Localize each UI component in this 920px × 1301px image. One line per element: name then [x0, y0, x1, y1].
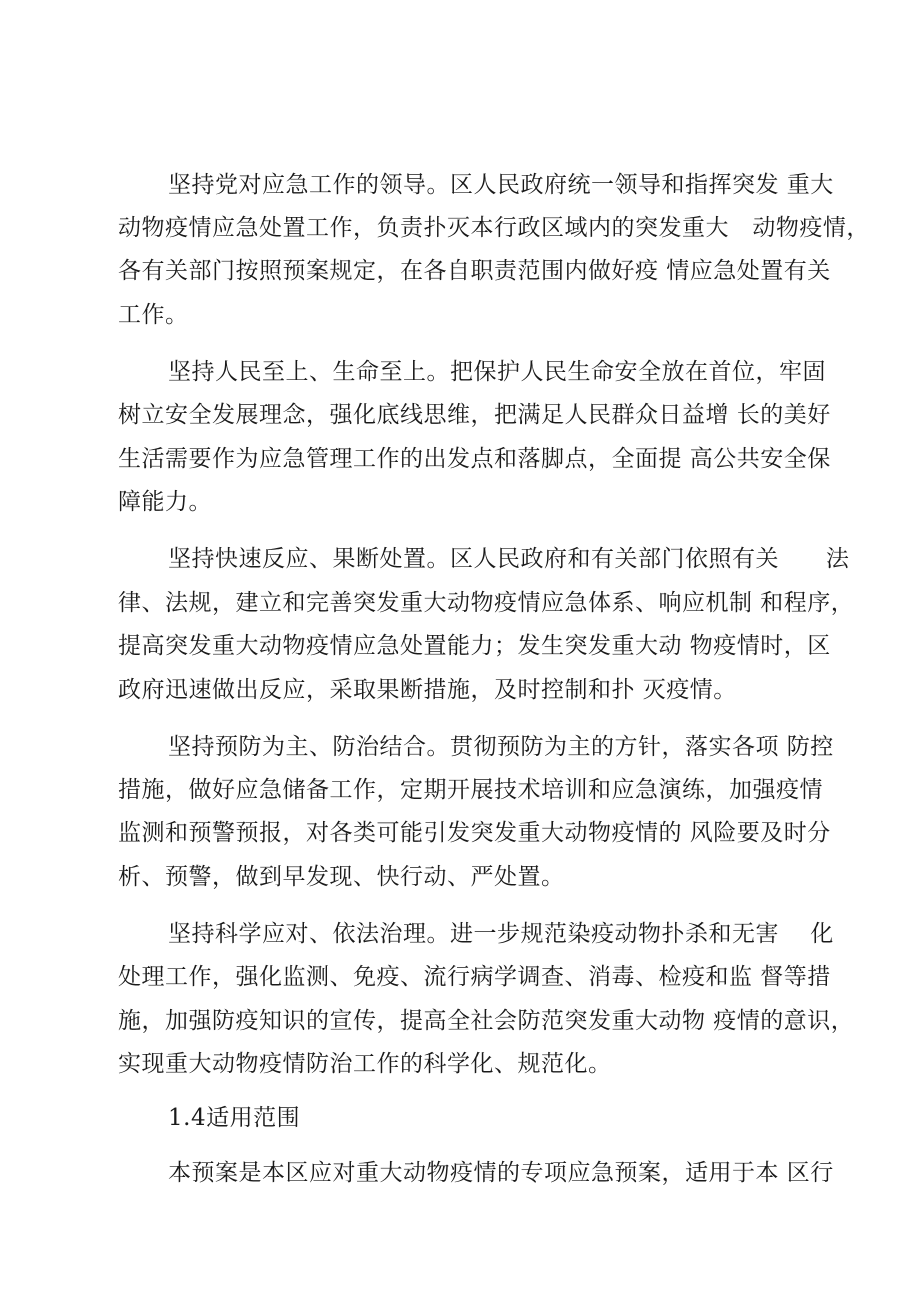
paragraph-4-line-1: 坚持预防为主、防治结合。贯彻预防为主的方针，落实各项 防控	[168, 734, 834, 760]
paragraph-5-line-1: 坚持科学应对、依法治理。进一步规范染疫动物扑杀和无害 化	[168, 921, 834, 947]
paragraph-2-line-4: 障能力。	[118, 489, 212, 515]
section-heading: 1.4适用范围	[168, 1105, 301, 1131]
paragraph-3-line-4: 政府迅速做出反应，采取果断措施，及时控制和扑 灭疫情。	[118, 677, 737, 703]
paragraph-3-line-2: 律、法规，建立和完善突发重大动物疫情应急体系、响应机制 和程序，	[118, 590, 855, 616]
paragraph-5-line-3: 施，加强防疫知识的宣传，提高全社会防范突发重大动物 疫情的意识，	[118, 1008, 855, 1034]
paragraph-6-line-1: 本预案是本区应对重大动物疫情的专项应急预案，适用于本 区行	[168, 1160, 834, 1186]
paragraph-1-line-2: 动物疫情应急处置工作，负责扑灭本行政区域内的突发重大 动物疫情，	[118, 215, 870, 241]
paragraph-5-line-2: 处理工作，强化监测、免疫、流行病学调查、消毒、检疫和监 督等措	[118, 964, 831, 990]
paragraph-4-line-2: 措施，做好应急储备工作，定期开展技术培训和应急演练，加强疫情	[118, 777, 823, 803]
paragraph-1-line-1: 坚持党对应急工作的领导。区人民政府统一领导和指挥突发 重大	[168, 172, 834, 198]
paragraph-1-line-3: 各有关部门按照预案规定，在各自职责范围内做好疫 情应急处置有关	[118, 258, 831, 284]
paragraph-3-line-1: 坚持快速反应、果断处置。区人民政府和有关部门依照有关 法	[168, 546, 850, 572]
paragraph-2-line-3: 生活需要作为应急管理工作的出发点和落脚点，全面提 高公共安全保	[118, 446, 831, 472]
paragraph-3-line-3: 提高突发重大动物疫情应急处置能力；发生突发重大动 物疫情时，区	[118, 633, 831, 659]
paragraph-1-line-4: 工作。	[118, 302, 189, 328]
paragraph-2-line-1: 坚持人民至上、生命至上。把保护人民生命安全放在首位，牢固	[168, 359, 826, 385]
paragraph-5-line-4: 实现重大动物疫情防治工作的科学化、规范化。	[118, 1051, 612, 1077]
paragraph-4-line-4: 析、预警，做到早发现、快行动、严处置。	[118, 864, 565, 890]
paragraph-4-line-3: 监测和预警预报，对各类可能引发突发重大动物疫情的 风险要及时分	[118, 820, 831, 846]
paragraph-2-line-2: 树立安全发展理念，强化底线思维，把满足人民群众日益增 长的美好	[118, 402, 831, 428]
